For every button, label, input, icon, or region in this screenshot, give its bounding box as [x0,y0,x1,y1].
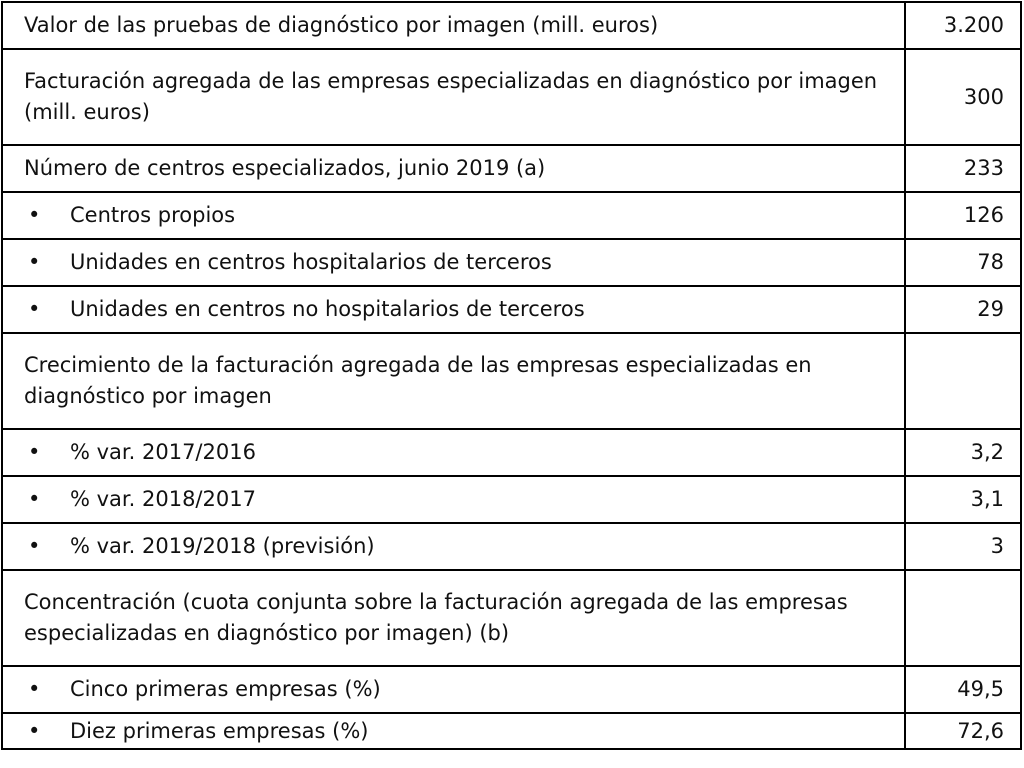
row-label: Diez primeras empresas (%) [70,718,369,743]
table-row [2,49,1021,145]
table-row [2,429,1021,476]
row-label-cell [2,192,905,239]
row-label-cell [2,286,905,333]
bullet-icon: • [28,440,41,464]
bullet-icon: • [28,718,41,743]
row-value: 3,1 [905,476,1021,523]
table-row [2,666,1021,713]
row-label: Cinco primeras empresas (%) [70,677,381,701]
table-row [2,192,1021,239]
row-label-cell [2,666,905,713]
row-label: Valor de las pruebas de diagnóstico por imagen (mill. euros) [24,13,659,37]
table-row [2,523,1021,570]
row-label: % var. 2018/2017 [70,487,256,511]
table-row [2,333,1021,429]
row-label: % var. 2019/2018 (previsión) [70,534,375,558]
row-value: 300 [905,49,1021,145]
table-row [2,2,1021,49]
row-label: Número de centros especializados, junio 2019 (a) [24,156,546,180]
row-value: 3 [905,523,1021,570]
row-label-cell [2,476,905,523]
row-label: Concentración (cuota conjunta sobre la facturación agregada de las empresas especializadas en diagnóstico por imagen) (b) [24,590,848,645]
data-table [1,1,1022,750]
row-label: Facturación agregada de las empresas especializadas en diagnóstico por imagen (mill. euros) [24,69,878,124]
row-label: % var. 2017/2016 [70,440,256,464]
table-row [2,145,1021,192]
row-value: 126 [905,192,1021,239]
row-value: 72,6 [905,713,1021,749]
row-value: 78 [905,239,1021,286]
bullet-icon: • [28,297,41,321]
table-row [2,476,1021,523]
row-label: Unidades en centros no hospitalarios de terceros [70,297,585,321]
row-label-cell [2,239,905,286]
row-value: 3,2 [905,429,1021,476]
row-label-cell [2,429,905,476]
row-label-cell [2,333,905,429]
table-row [2,570,1021,666]
table-row [2,239,1021,286]
row-label-cell [2,570,905,666]
row-value [905,570,1021,666]
bullet-icon: • [28,677,41,701]
row-value: 3.200 [905,2,1021,49]
row-label-cell [2,523,905,570]
table-row [2,713,1021,749]
bullet-icon: • [28,487,41,511]
bullet-icon: • [28,203,41,227]
row-value: 233 [905,145,1021,192]
row-label-cell [2,713,905,749]
row-label: Centros propios [70,203,236,227]
row-value: 49,5 [905,666,1021,713]
row-label: Crecimiento de la facturación agregada de las empresas especializadas en diagnóstico por imagen [24,353,812,408]
bullet-icon: • [28,250,41,274]
row-label-cell [2,2,905,49]
row-label-cell [2,145,905,192]
row-value: 29 [905,286,1021,333]
table-row [2,286,1021,333]
row-value [905,333,1021,429]
row-label: Unidades en centros hospitalarios de terceros [70,250,552,274]
bullet-icon: • [28,534,41,558]
row-label-cell [2,49,905,145]
